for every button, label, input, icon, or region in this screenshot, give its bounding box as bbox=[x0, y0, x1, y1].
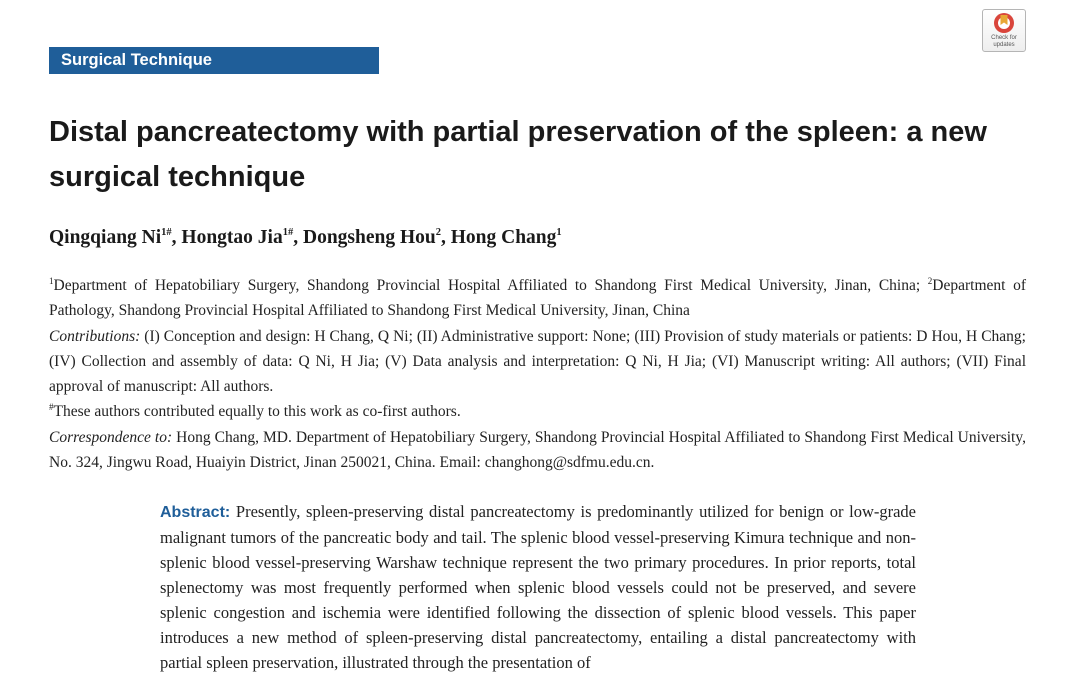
abstract-label: Abstract: bbox=[160, 504, 231, 521]
author-superscript: 1# bbox=[282, 227, 294, 238]
section-label: Surgical Technique bbox=[61, 51, 212, 69]
section-label-banner bbox=[49, 47, 379, 74]
check-for-updates-label: Check for updates bbox=[991, 35, 1017, 48]
author-name: Dongsheng Hou bbox=[302, 227, 436, 248]
co-first-author-note: #These authors contributed equally to this work as co-first authors. bbox=[49, 402, 461, 420]
author-superscript: 1# bbox=[161, 227, 172, 238]
author-name: Hongtao Jia bbox=[181, 227, 283, 248]
author-name: Hong Chang bbox=[450, 227, 557, 248]
abstract bbox=[160, 499, 916, 675]
author-name: Qingqiang Ni bbox=[49, 227, 162, 248]
correspondence: Correspondence to: Hong Chang, MD. Department of Hepatobiliary Surgery, Shandong Provincial Hospital Affiliated to Shandong First Medical University, No. 324, Jingwu Road, Huaiyin District, Jinan 250021, China. Email: changhong@sdfmu.edu.cn. bbox=[49, 429, 1026, 471]
contributions: Contributions: (I) Conception and design: H Chang, Q Ni; (II) Administrative support: None; (III) Provision of study materials or patients: D Hou, H Chang; (IV) Collection and assembly of data: Q Ni, H Jia; (V) Data analysis and interpretation: Q Ni, H Jia; (VI) Manuscript writing: All authors; (VII) Final approval of manuscript: All authors. bbox=[49, 328, 1026, 395]
author-list: Qingqiang $Ni^{1\#}$, Hongtao Jia$^{1\#}$, Dongsheng Hou$^2$, Hong Chang$^1$ bbox=[49, 227, 562, 248]
correspondence-label: Correspondence to: bbox=[49, 429, 173, 446]
author-superscript: 2 bbox=[435, 227, 441, 238]
abstract-text: Presently, spleen-preserving distal pancreatectomy is predominantly utilized for benign or low-grade malignant tumors of the pancreatic body and tail. The splenic blood vessel-preserving Kimura technique and non-splenic blood vessel-preserving Warshaw technique represent the two primary procedures. In prior reports, total splenectomy was most frequently performed when splenic blood vessels could not be preserved, and severe splenic congestion and ischemia were identified following the dissection of splenic blood vessels. This paper introduces a new method of spleen-preserving distal pancreatectomy, entailing a distal pancreatectomy with partial spleen preservation, illustrated through the presentation of bbox=[160, 502, 916, 672]
affiliations: $^1$Department of Hepatobiliary Surgery, Shandong Provincial Hospital Affiliated to Shandong First Medical University, Jinan, China; $^2$Department of Pathology, Shandong Provincial Hospital Affiliated to Shandong First Medical University, Jinan, China bbox=[49, 276, 1026, 319]
article-title: Distal pancreatectomy with partial preservation of the spleen: a new surgical technique bbox=[49, 116, 987, 193]
check-for-updates-icon bbox=[993, 12, 1015, 34]
check-for-updates-badge[interactable] bbox=[982, 9, 1026, 52]
author-superscript: 1 bbox=[556, 227, 562, 238]
contributions-label: Contributions: bbox=[49, 328, 141, 345]
